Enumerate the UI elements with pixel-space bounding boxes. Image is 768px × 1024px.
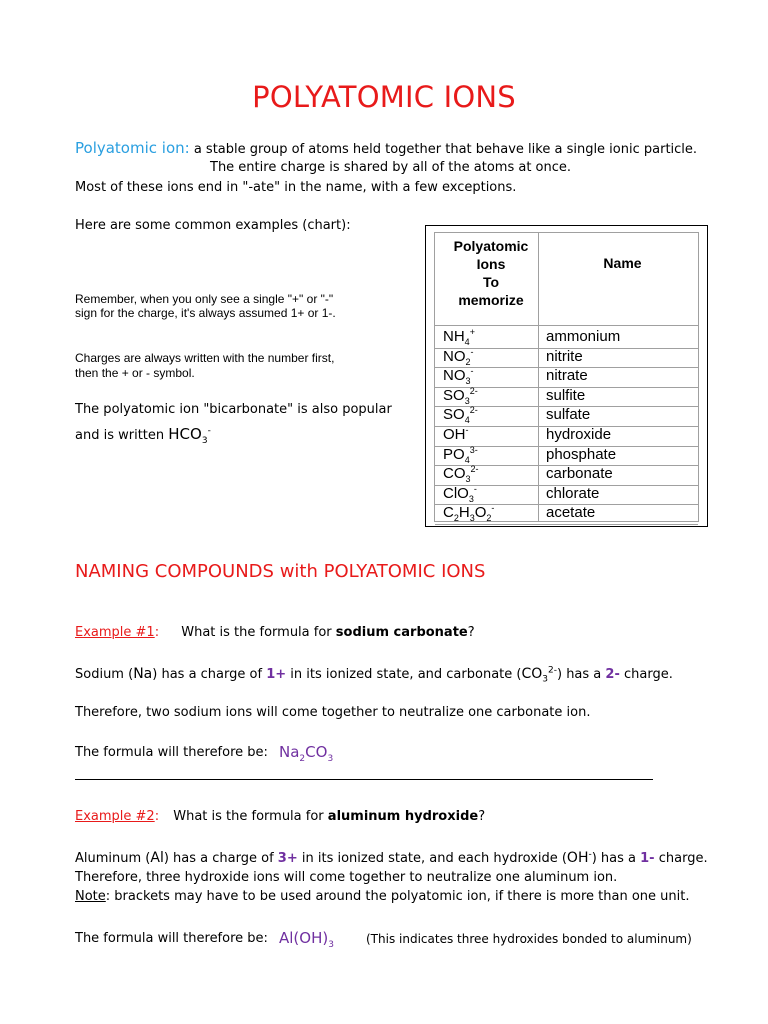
chart-ion-name: hydroxide	[546, 426, 612, 443]
example2-line3: The formula will therefore be:	[75, 931, 268, 946]
divider-line	[75, 779, 653, 780]
example2-label: Example #2	[75, 809, 155, 824]
section-heading: NAMING COMPOUNDS with POLYATOMIC IONS	[75, 561, 486, 582]
chart-formula: $CO_3^{2-}$	[443, 464, 479, 485]
chart-ion-name: sulfite	[546, 386, 586, 404]
definition-line3: Most of these ions end in "-ate" in the name, with a few exceptions.	[75, 180, 517, 195]
chart-ion-name: ammonium	[546, 328, 621, 345]
charge-note-line2: sign for the charge, it's always assumed 1+ or 1-.	[75, 306, 336, 320]
chart-ion-name: phosphate	[546, 445, 617, 463]
example2-question-line: Example #2: What is the formula for aluminum hydroxide?	[75, 809, 486, 824]
chart-formula: $SO_3^{2-}$	[443, 385, 478, 406]
chart-formula: $NO_2^-$	[443, 346, 474, 367]
chart-ion-name: carbonate	[546, 465, 613, 483]
definition-term: Polyatomic ion:	[75, 139, 190, 157]
example2-line2: Therefore, three hydroxide ions will come together to neutralize one aluminum ion.	[75, 870, 618, 885]
chart-ion-name: sulfate	[546, 406, 591, 424]
chart-formula: $C_2H_3O_2^-$	[443, 503, 495, 524]
definition-line2: The entire charge is shared by all of the atoms at once.	[210, 160, 572, 175]
example1-line2: Therefore, two sodium ions will come together to neutralize one carbonate ion.	[75, 705, 591, 720]
chart-table	[434, 232, 699, 522]
example1-answer: $Na_2CO_3$	[279, 743, 334, 764]
bicarbonate-note-line1: The polyatomic ion "bicarbonate" is also popular	[75, 402, 392, 417]
example1-line3: The formula will therefore be:	[75, 745, 268, 760]
chart-formula: $SO_4^{2-}$	[443, 405, 478, 426]
examples-intro: Here are some common examples (chart):	[75, 218, 351, 233]
page-title: POLYATOMIC IONS	[252, 80, 516, 114]
chart-formula: $PO_4^{3-}$	[443, 444, 478, 465]
chart-header-right: Name	[603, 255, 642, 271]
example1-question-line: Example #1: What is the formula for sodium carbonate?	[75, 625, 475, 640]
chart-formula: ClO$_3$-	[443, 483, 477, 504]
chart-header-left: Polyatomic Ions To memorize	[453, 238, 529, 308]
order-note-line1: Charges are always written with the number first,	[75, 351, 335, 365]
example2-answer-note: (This indicates three hydroxides bonded to aluminum)	[366, 932, 692, 946]
charge-note-line1: Remember, when you only see a single "+" or "-"	[75, 292, 334, 306]
chart-formula: $NH_4^+$	[443, 327, 475, 347]
example2-answer: $Al(OH)_3$	[279, 929, 334, 950]
chart-ion-name: chlorate	[546, 484, 600, 502]
chart-ion-name: nitrate	[546, 367, 588, 385]
example1-compound: sodium carbonate	[335, 625, 468, 640]
chart-formula: OH-	[443, 425, 469, 443]
bicarbonate-text: and is written	[75, 428, 165, 443]
chart-ion-name: acetate	[546, 504, 596, 522]
definition-line	[75, 139, 697, 157]
polyatomic-ions-chart	[425, 225, 708, 527]
chart-ion-name: nitrite	[546, 347, 583, 365]
order-note-line2: then the + or - symbol.	[75, 366, 195, 380]
bicarbonate-formula: $HCO_3^-$	[168, 425, 211, 446]
example1-explanation: Sodium (Na) has a charge of 1+ in its ionized state, and carbonate $(CO_3^{2-})$ has a 2- charge.	[75, 665, 673, 685]
example1-label: Example #1	[75, 625, 155, 640]
example2-note: Note: brackets may have to be used around the polyatomic ion, if there is more than one unit.	[75, 889, 690, 904]
chart-formula: $NO_3^-$	[443, 366, 474, 387]
definition-text: a stable group of atoms held together that behave like a single ionic particle.	[193, 142, 698, 157]
example2-compound: aluminum hydroxide	[327, 809, 479, 824]
example2-explanation: Aluminum (Al) has a charge of 3+ in its ionized state, and each hydroxide (OH-) has a 1- charge.	[75, 849, 708, 866]
bicarbonate-note-line2	[75, 425, 211, 446]
